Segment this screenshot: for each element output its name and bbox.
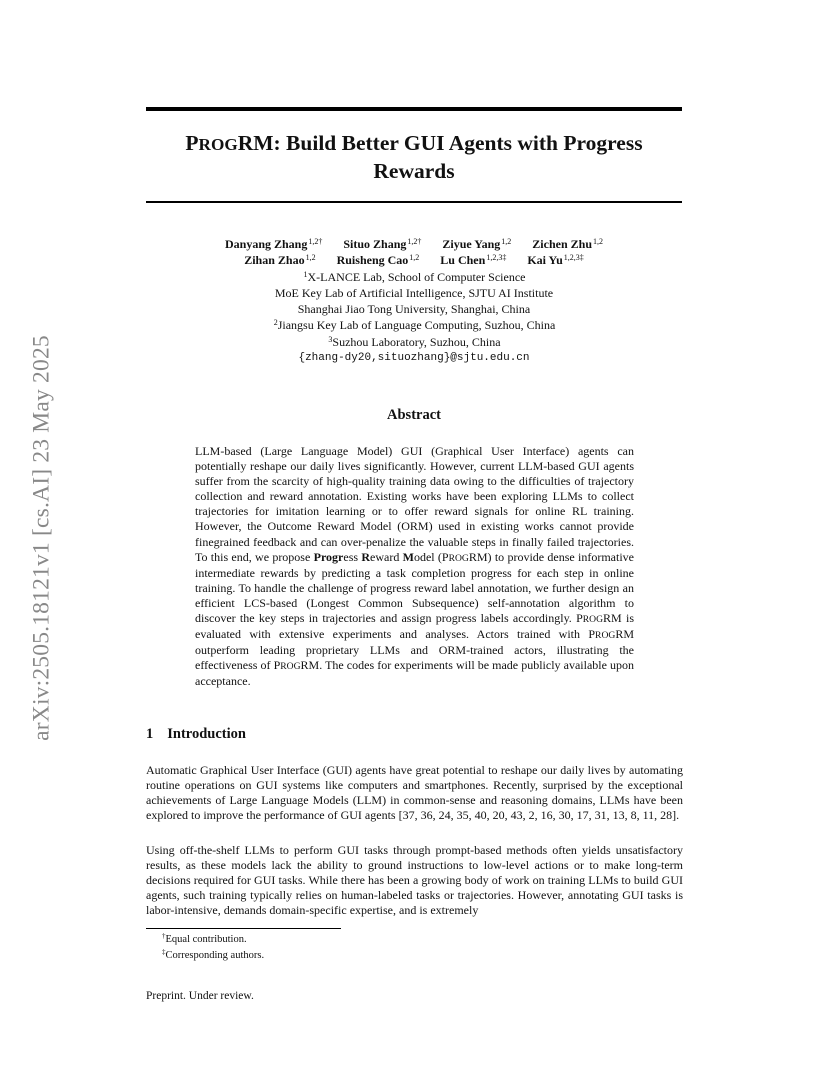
affiliation-3: $^3$Suzhou Laboratory, Suzhou, China [328,334,501,349]
author-block [146,236,682,366]
affiliation-1: $^1$X-LANCE Lab, School of Computer Science [303,269,526,284]
intro-paragraph-1: Automatic Graphical User Interface (GUI) agents have great potential to reshape our daily lives by automating routine operations on GUI systems like computers and smartphones. Recently, surprised by the exceptional achievements of Large Language Models (LLM) in common-sense and reasoning domains, LLMs have been explored to improve the performance of GUI agents [37, 36, 24, 35, 40, 20, 43, 2, 16, 30, 17, 31, 13, 8, 11, 28]. [146,763,683,823]
title-prog-small: ROG [198,135,238,154]
affiliation-1-line2: MoE Key Lab of Artificial Intelligence, SJTU AI Institute [274,285,554,300]
author-row-2 [146,252,682,268]
title-prog-big: P [185,131,199,155]
author-name: Kai $Yu^{1,2,3\ddagger}$ [527,253,584,268]
abstract-heading: Abstract [387,407,441,423]
author-name: Ruisheng Cao$^{1,2}$ [336,253,420,268]
title-bottom-rule [146,201,682,203]
footnote-equal-contribution: †Equal contribution. [162,932,247,945]
abstract-body: LLM-based (Large Language Model) GUI (Graphical User Interface) agents can potentially reshape our daily lives significantly. However, current LLM-based GUI agents suffer from the scarcity of high-quality training data owing to the difficulties of trajectory collection and reward annotation. Existing works have been exploring LLMs to collect trajectories for imitation learning or to offer reward signals for online RL training. However, the Outcome Reward Model (ORM) used in existing works cannot provide finegrained feedback and can over-penalize the valuable steps in finally failed trajectories. To this end, we propose Progress Reward Model (PROGRM) to provide dense informative intermediate rewards by predicting a task completion progress for each step in online training. To handle the challenge of progress reward label annotation, we further design an efficient LCS-based (Longest Common Subsequence) self-annotation algorithm to discover the key steps in trajectories and assign progress labels accordingly. PROGRM is evaluated with extensive experiments and analyses. Actors trained with PROGRM outperform leading proprietary LLMs and ORM-trained actors, illustrating the effectiveness of PROGRM. The codes for experiments will be made publicly available upon acceptance. [195,444,635,689]
author-name: Zichen Zhu$^{1,2}$ [532,237,603,251]
title-top-rule [146,107,682,111]
author-name: Ziyue Yang$^{1,2}$ [442,237,512,251]
author-name: Situo Zhang$^{1,2\dagger}$ [343,237,422,251]
affiliation-2: $^2$Jiangsu Key Lab of Language Computing, Suzhou, China [273,318,556,333]
title-line2: Rewards [373,159,455,183]
paper-title [146,130,682,184]
preprint-notice: Preprint. Under review. [146,990,254,1002]
author-row-1 [146,236,682,252]
affiliation-1-line3: Shanghai Jiao Tong University, Shanghai, China [297,302,531,317]
section-number: 1 [146,726,154,742]
footnote-rule [146,928,341,929]
section-heading-introduction [146,726,246,743]
author-name: Lu Chen$^{1,2,3\ddagger}$ [440,253,507,268]
arxiv-stamp: arXiv:2505.18121v1 [cs.AI] 23 May 2025 [28,335,55,741]
intro-paragraph-2: Using off-the-shelf LLMs to perform GUI tasks through prompt-based methods often yields unsatisfactory results, as these models lack the ability to ground instructions to low-level actions or to make long-term decisions required for GUI tasks. While there has been a growing body of work on training LLMs to build GUI agents, such training typically relies on human-labeled tasks or trajectories. However, annotating GUI tasks is labor-intensive, demands domain-specific expertise, and is extremely [146,843,683,918]
author-name: Danyang Zhang$^{1,2\dagger}$ [224,237,323,251]
title-line1-rest: RM: Build Better GUI Agents with Progress [237,131,643,155]
section-title: Introduction [167,726,246,742]
footnote-corresponding-authors: ‡Corresponding authors. [162,948,265,961]
author-name: Zihan Zhao$^{1,2}$ [244,253,316,268]
author-email[interactable]: {zhang-dy20,situozhang}@sjtu.edu.cn [298,352,530,365]
